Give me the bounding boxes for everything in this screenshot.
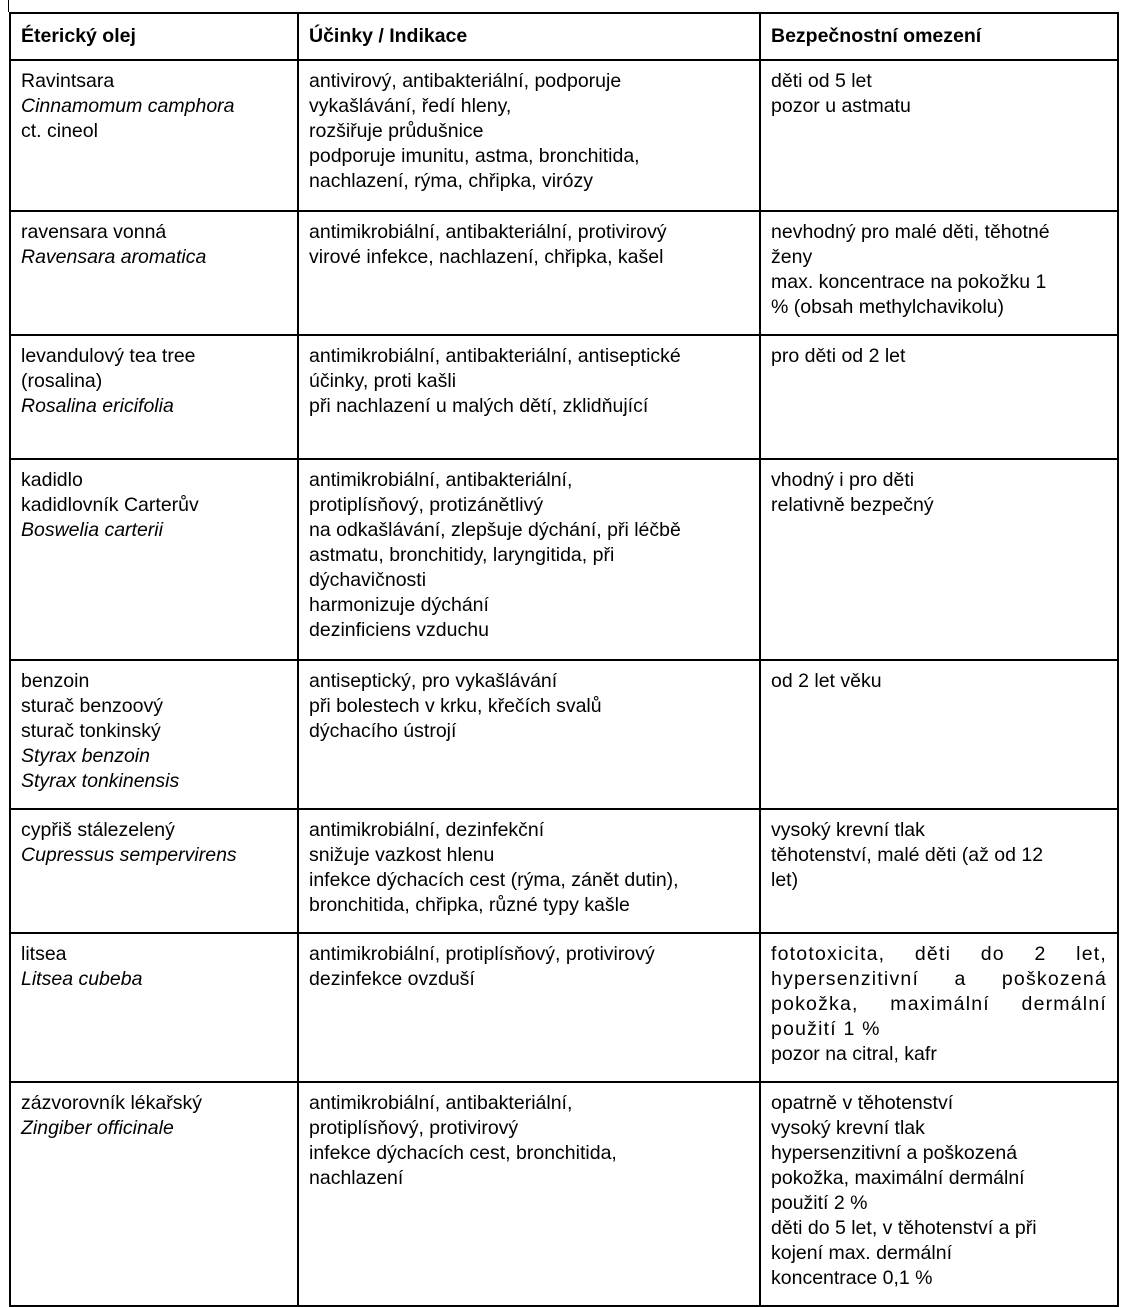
- effects-line: protiplísňový, protivirový: [309, 1117, 519, 1139]
- effects-line: rozšiřuje průdušnice: [309, 120, 484, 142]
- safety-line: hypersenzitivní a poškozená: [771, 1142, 1018, 1164]
- header-safety: Bezpečnostní omezení: [760, 13, 1118, 60]
- effects-cell: [298, 211, 760, 335]
- safety-cell: [760, 211, 1118, 335]
- effects-line: antimikrobiální, protiplísňový, protivirový: [309, 943, 655, 965]
- safety-line: od 2 let věku: [771, 670, 882, 692]
- effects-cell: [298, 60, 760, 211]
- oil-latin-name: Cupressus sempervirens: [21, 844, 237, 866]
- effects-line: antimikrobiální, antibakteriální,: [309, 469, 573, 491]
- safety-line: pro děti od 2 let: [771, 345, 906, 367]
- header-effects: Účinky / Indikace: [298, 13, 760, 60]
- safety-line: pozor u astmatu: [771, 95, 911, 117]
- effects-line: infekce dýchacích cest (rýma, zánět dutin),: [309, 869, 679, 891]
- safety-line: použití 2 %: [771, 1192, 868, 1214]
- oil-alt-name: kadidlovník Carterův: [21, 494, 199, 516]
- table-row: [10, 335, 1118, 459]
- oil-cell: [10, 660, 298, 809]
- effects-line: nachlazení, rýma, chřipka, virózy: [309, 170, 593, 192]
- oil-cell: [10, 809, 298, 933]
- safety-line: opatrně v těhotenství: [771, 1092, 954, 1114]
- effects-line: antimikrobiální, antibakteriální, antiseptické: [309, 345, 681, 367]
- safety-line: děti do 5 let, v těhotenství a při: [771, 1217, 1037, 1239]
- effects-line: dýchacího ústrojí: [309, 720, 457, 742]
- table-row: [10, 660, 1118, 809]
- table-row: [10, 60, 1118, 211]
- safety-cell: [760, 809, 1118, 933]
- effects-line: antimikrobiální, antibakteriální, protivirový: [309, 221, 667, 243]
- oil-cell: [10, 933, 298, 1082]
- oil-latin-name: Rosalina ericifolia: [21, 395, 174, 417]
- oil-latin-name: Litsea cubeba: [21, 968, 143, 990]
- safety-line: nevhodný pro malé děti, těhotné: [771, 221, 1050, 243]
- effects-line: podporuje imunitu, astma, bronchitida,: [309, 145, 640, 167]
- safety-line: děti od 5 let: [771, 70, 872, 92]
- safety-cell: [760, 335, 1118, 459]
- oil-latin-name: Styrax tonkinensis: [21, 770, 180, 792]
- safety-line: koncentrace 0,1 %: [771, 1267, 933, 1289]
- oil-common-name: benzoin: [21, 670, 90, 692]
- effects-cell: [298, 660, 760, 809]
- safety-line: ženy: [771, 246, 813, 268]
- effects-line: infekce dýchacích cest, bronchitida,: [309, 1142, 617, 1164]
- table-row: [10, 933, 1118, 1082]
- essential-oils-table: [9, 12, 1119, 1307]
- safety-cell: [760, 459, 1118, 660]
- effects-line: dezinfekce ovzduší: [309, 968, 475, 990]
- oil-common-name: ravensara vonná: [21, 221, 167, 243]
- effects-line: vykašlávání, ředí hleny,: [309, 95, 512, 117]
- effects-line: snižuje vazkost hlenu: [309, 844, 495, 866]
- oil-cell: [10, 60, 298, 211]
- table-row: [10, 809, 1118, 933]
- oil-common-name: cypřiš stálezelený: [21, 819, 175, 841]
- oil-cell: [10, 1082, 298, 1306]
- oil-common-name: Ravintsara: [21, 70, 115, 92]
- oil-cell: [10, 335, 298, 459]
- oil-latin-name: Cinnamomum camphora: [21, 95, 235, 117]
- effects-line: virové infekce, nachlazení, chřipka, kašel: [309, 246, 664, 268]
- safety-line: pokožka, maximální dermální: [771, 1167, 1025, 1189]
- effects-line: dýchavičnosti: [309, 569, 427, 591]
- safety-cell: [760, 60, 1118, 211]
- safety-cell: [760, 660, 1118, 809]
- safety-line: pozor na citral, kafr: [771, 1043, 937, 1065]
- effects-cell: [298, 459, 760, 660]
- oil-common-name: levandulový tea tree: [21, 345, 196, 367]
- oil-latin-name: Styrax benzoin: [21, 745, 150, 767]
- effects-line: na odkašlávání, zlepšuje dýchání, při léčbě: [309, 519, 681, 541]
- effects-line: antimikrobiální, dezinfekční: [309, 819, 545, 841]
- effects-line: při bolestech v krku, křečích svalů: [309, 695, 602, 717]
- oil-common-name: litsea: [21, 943, 67, 965]
- oil-latin-name: Boswelia carterii: [21, 519, 163, 541]
- oil-cell: [10, 211, 298, 335]
- table-header-row: [10, 13, 1118, 60]
- effects-line: dezinficiens vzduchu: [309, 619, 489, 641]
- effects-line: antimikrobiální, antibakteriální,: [309, 1092, 573, 1114]
- safety-line: kojení max. dermální: [771, 1242, 952, 1264]
- effects-cell: [298, 809, 760, 933]
- oil-alt-name: (rosalina): [21, 370, 103, 392]
- oil-alt-name: sturač benzoový: [21, 695, 163, 717]
- oil-common-name: kadidlo: [21, 469, 83, 491]
- effects-line: antiseptický, pro vykašlávání: [309, 670, 558, 692]
- effects-line: nachlazení: [309, 1167, 404, 1189]
- oil-latin-name: Zingiber officinale: [21, 1117, 174, 1139]
- oil-latin-name: Ravensara aromatica: [21, 246, 207, 268]
- safety-cell: [760, 1082, 1118, 1306]
- effects-line: astmatu, bronchitidy, laryngitida, při: [309, 544, 615, 566]
- effects-line: účinky, proti kašli: [309, 370, 457, 392]
- header-oil: Éterický olej: [10, 13, 298, 60]
- oil-common-name: zázvorovník lékařský: [21, 1092, 202, 1114]
- oil-alt-name: sturač tonkinský: [21, 720, 161, 742]
- page-corner-mark: [8, 0, 9, 12]
- safety-line: % (obsah methylchavikolu): [771, 296, 1005, 318]
- safety-line: max. koncentrace na pokožku 1: [771, 271, 1047, 293]
- oil-chemotype: ct. cineol: [21, 120, 98, 142]
- safety-line: vysoký krevní tlak: [771, 1117, 925, 1139]
- safety-line: relativně bezpečný: [771, 494, 934, 516]
- safety-cell: [760, 933, 1118, 1082]
- safety-line: vysoký krevní tlak: [771, 819, 925, 841]
- table-row: [10, 211, 1118, 335]
- effects-cell: [298, 1082, 760, 1306]
- oil-cell: [10, 459, 298, 660]
- effects-line: bronchitida, chřipka, různé typy kašle: [309, 894, 630, 916]
- table-row: [10, 459, 1118, 660]
- effects-line: harmonizuje dýchání: [309, 594, 489, 616]
- table-row: [10, 1082, 1118, 1306]
- effects-line: antivirový, antibakteriální, podporuje: [309, 70, 622, 92]
- safety-line: vhodný i pro děti: [771, 469, 915, 491]
- effects-cell: [298, 335, 760, 459]
- safety-justified-paragraph: fototoxicita, děti do 2 let, hypersenzitivní a poškozená pokožka, maximální dermální použití 1 %: [771, 943, 1107, 1040]
- effects-line: při nachlazení u malých dětí, zklidňující: [309, 395, 649, 417]
- safety-line: těhotenství, malé děti (až od 12: [771, 844, 1044, 866]
- effects-cell: [298, 933, 760, 1082]
- safety-line: let): [771, 869, 799, 891]
- effects-line: protiplísňový, protizánětlivý: [309, 494, 544, 516]
